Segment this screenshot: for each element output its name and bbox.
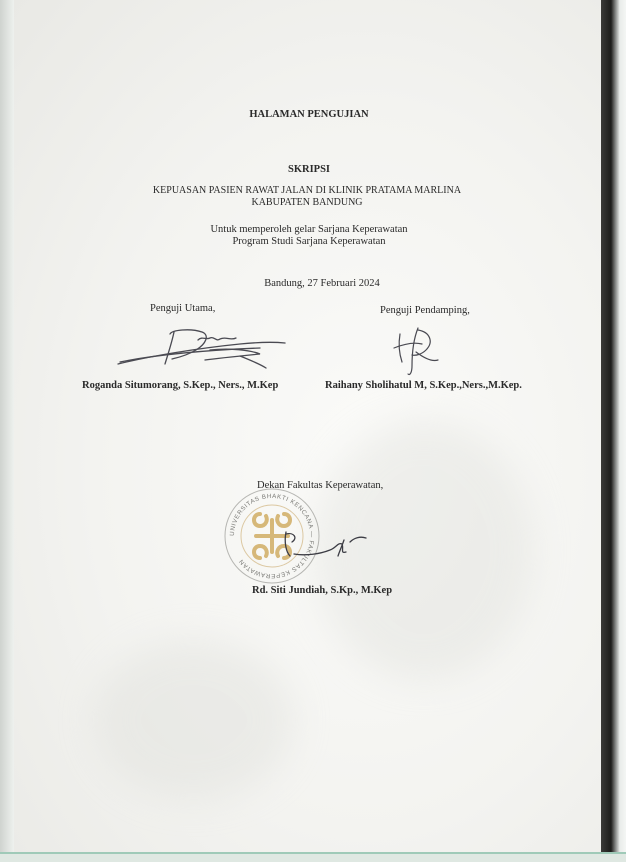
dean-role: Dekan Fakultas Keperawatan, <box>257 480 384 491</box>
place-date: Bandung, 27 Februari 2024 <box>264 278 380 289</box>
document-type: SKRIPSI <box>287 164 330 175</box>
secondary-examiner-name: Raihany Sholihatul M, S.Kep.,Ners.,M.Kep. <box>325 380 522 391</box>
dean-name: Rd. Siti Jundiah, S.Kp., M.Kep <box>252 585 393 596</box>
purpose-line-1: Untuk memperoleh gelar Sarjana Keperawatan <box>210 224 408 235</box>
purpose-line-2: Program Studi Sarjana Keperawatan <box>232 236 386 247</box>
scan-bottom-edge <box>0 852 626 862</box>
primary-examiner-role: Penguji Utama, <box>150 303 216 314</box>
stamp-ring-text: UNIVERSITAS BHAKTI KENCANA — FAKULTAS KEPERAWATAN <box>228 492 316 580</box>
paper-shadow <box>94 640 294 800</box>
page-heading: HALAMAN PENGUJIAN <box>249 109 369 120</box>
scan-left-edge <box>0 0 14 860</box>
secondary-examiner-role: Penguji Pendamping, <box>380 305 470 316</box>
thesis-title-line-1: KEPUASAN PASIEN RAWAT JALAN DI KLINIK PRATAMA MARLINA <box>152 185 462 196</box>
primary-examiner-signature <box>110 326 300 371</box>
thesis-title-line-2: KABUPATEN BANDUNG <box>251 197 363 208</box>
document-page <box>14 0 601 852</box>
scan-right-edge <box>601 0 626 860</box>
dean-signature <box>280 520 380 570</box>
primary-examiner-name: Roganda Situmorang, S.Kep., Ners., M.Kep <box>82 380 279 391</box>
secondary-examiner-signature <box>388 322 448 377</box>
